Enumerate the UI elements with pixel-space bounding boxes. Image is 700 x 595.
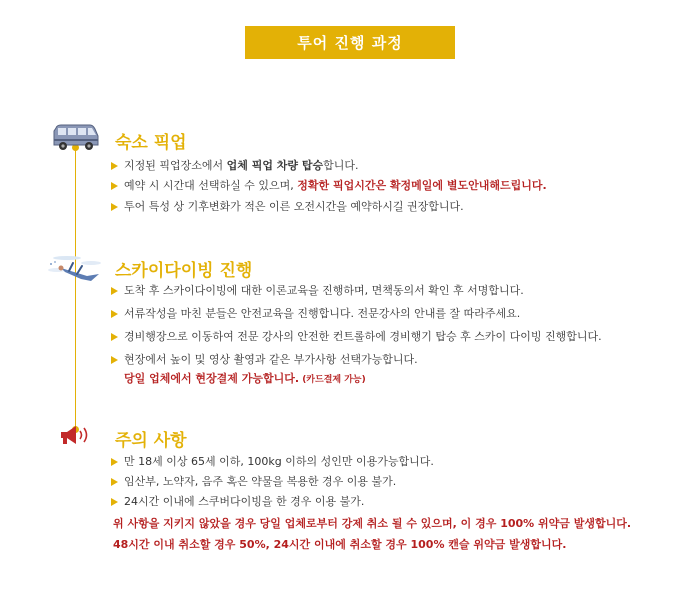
text: 현장에서 높이 및 영상 촬영과 같은 부가사항 선택가능합니다. <box>124 353 418 366</box>
list-item: 서류작성을 마친 분들은 안전교육을 진행합니다. 전문강사의 안내를 잘 따라주세요. <box>110 307 602 321</box>
text: 지정된 픽업장소에서 <box>124 159 227 172</box>
text: (카드결제 가능) <box>299 375 366 385</box>
warning-text: 위 사항을 지키지 않았을 경우 당일 업체로부터 강제 취소 될 수 있으며, 이 경우 100% 위약금 발생합니다. <box>113 517 632 530</box>
list-item <box>110 353 602 387</box>
pickup-list <box>110 159 547 214</box>
list-item: 임산부, 노약자, 음주 혹은 약물을 복용한 경우 이용 불가. <box>110 475 434 489</box>
list-item: 도착 후 스카이다이빙에 대한 이론교육을 진행하며, 면책동의서 확인 후 서명합니다. <box>110 284 602 298</box>
list-item: 만 18세 이상 65세 이하, 100kg 이하의 성인만 이용가능합니다. <box>110 455 434 469</box>
text: 당일 업체에서 현장결제 가능합니다. <box>124 372 300 385</box>
skydiver-icon <box>47 250 103 294</box>
text: 정확한 픽업시간은 확정메일에 별도안내해드립니다. <box>297 179 547 192</box>
list-item: 24시간 이내에 스쿠버다이빙을 한 경우 이용 불가. <box>110 495 434 509</box>
text: 예약 시 시간대 선택하실 수 있으며, <box>124 179 298 192</box>
page-title: 투어 진행 과정 <box>245 26 455 59</box>
onsite-payment-note <box>124 372 602 387</box>
text: 업체 픽업 차량 탑승 <box>226 159 324 172</box>
section-title-skydive: 스카이다이빙 진행 <box>115 261 253 281</box>
list-item: 경비행장으로 이동하여 전문 강사의 안전한 컨트롤하에 경비행기 탑승 후 스카이 다이빙 진행합니다. <box>110 330 602 344</box>
skydive-list <box>110 284 602 387</box>
section-title-pickup: 숙소 픽업 <box>115 133 187 153</box>
warning-text: 48시간 이내 취소할 경우 50%, 24시간 이내에 취소할 경우 100% 캔슬 위약금 발생합니다. <box>113 538 567 551</box>
notice-list <box>110 455 434 509</box>
text: 합니다. <box>323 159 359 172</box>
section-title-notice: 주의 사항 <box>115 431 187 451</box>
list-item <box>110 179 547 193</box>
megaphone-icon <box>58 423 92 451</box>
list-item <box>110 159 547 173</box>
van-icon <box>52 122 100 156</box>
list-item: 투어 특성 상 기후변화가 적은 이른 오전시간을 예약하시길 권장합니다. <box>110 200 547 214</box>
